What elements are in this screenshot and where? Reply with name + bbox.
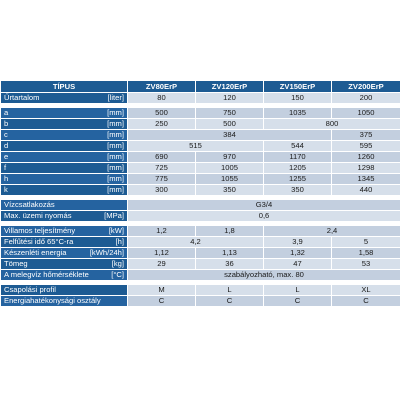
row-unit: [h]: [115, 237, 124, 246]
table-row: [1, 93, 400, 104]
table-row: [1, 174, 400, 185]
value-cell: 750: [196, 108, 264, 119]
row-label: h: [4, 174, 9, 183]
row-label-cell: [1, 130, 128, 141]
row-unit: [kg]: [111, 259, 124, 268]
row-unit: [mm]: [107, 152, 124, 161]
table-row: [1, 226, 400, 237]
table-row: [1, 270, 400, 281]
row-unit: [mm]: [107, 185, 124, 194]
value-cell: 150: [264, 93, 332, 104]
value-cell: 1345: [332, 174, 400, 185]
value-cell: 80: [128, 93, 196, 104]
value-cell: 1,12: [128, 248, 196, 259]
value-cell: 350: [264, 185, 332, 196]
row-unit: [122, 285, 124, 295]
row-label-cell: [1, 185, 128, 196]
value-cell: 47: [264, 259, 332, 270]
table-row: [1, 259, 400, 270]
row-unit: [mm]: [107, 174, 124, 183]
row-unit: [kWh/24h]: [89, 248, 124, 257]
row-label: Csapolási profil: [4, 285, 56, 294]
table-row: [1, 237, 400, 248]
value-cell: 1,13: [196, 248, 264, 259]
row-label-cell: [1, 163, 128, 174]
row-label-cell: [1, 152, 128, 163]
value-cell: 1,32: [264, 248, 332, 259]
value-cell: 4,2: [128, 237, 264, 248]
value-cell: 350: [196, 185, 264, 196]
value-cell: 775: [128, 174, 196, 185]
value-cell: 2,4: [264, 226, 400, 237]
row-label-cell: [1, 200, 128, 211]
value-cell: C: [264, 296, 332, 307]
value-cell: 120: [196, 93, 264, 104]
row-label-cell: [1, 108, 128, 119]
table-row: [1, 185, 400, 196]
row-unit: [mm]: [107, 108, 124, 117]
table-row: [1, 211, 400, 222]
value-cell: 36: [196, 259, 264, 270]
row-unit: [liter]: [107, 93, 124, 102]
row-unit: [mm]: [107, 163, 124, 172]
row-label: Űrtartalom: [4, 93, 40, 102]
value-cell: 1,2: [128, 226, 196, 237]
value-cell: 725: [128, 163, 196, 174]
row-unit: [mm]: [107, 130, 124, 139]
value-cell: 544: [264, 141, 332, 152]
table-row: [1, 296, 400, 307]
value-cell: 1,58: [332, 248, 400, 259]
model-header-4: ZV200ErP: [332, 81, 400, 93]
row-label: c: [4, 130, 8, 139]
row-label: Villamos teljesítmény: [4, 226, 76, 235]
value-cell: 1050: [332, 108, 400, 119]
value-cell: 5: [332, 237, 400, 248]
model-header-3: ZV150ErP: [264, 81, 332, 93]
value-cell: 970: [196, 152, 264, 163]
value-cell: 0,6: [128, 211, 400, 222]
value-cell: 250: [128, 119, 196, 130]
value-cell: 1,8: [196, 226, 264, 237]
row-label: Felfűtési idő 65°C-ra: [4, 237, 74, 246]
value-cell: 53: [332, 259, 400, 270]
row-label: a: [4, 108, 9, 117]
row-label-cell: [1, 226, 128, 237]
table-row: [1, 119, 400, 130]
value-cell: 515: [128, 141, 264, 152]
row-label: A melegvíz hőmérséklete: [4, 270, 89, 279]
row-label: Vízcsatlakozás: [4, 200, 55, 209]
header-row: [1, 81, 400, 93]
row-label-cell: [1, 296, 128, 307]
row-label-cell: [1, 285, 128, 296]
model-header-2: ZV120ErP: [196, 81, 264, 93]
table-row: [1, 130, 400, 141]
row-label: d: [4, 141, 9, 150]
row-label: Tömeg: [4, 259, 28, 268]
row-label: k: [4, 185, 8, 194]
row-label-cell: [1, 119, 128, 130]
value-cell: 1170: [264, 152, 332, 163]
value-cell: 440: [332, 185, 400, 196]
table-row: [1, 108, 400, 119]
row-label: b: [4, 119, 9, 128]
value-cell: 1035: [264, 108, 332, 119]
value-cell: 690: [128, 152, 196, 163]
row-unit: [°C]: [111, 270, 124, 279]
value-cell: C: [128, 296, 196, 307]
value-cell: 3,9: [264, 237, 332, 248]
row-label-cell: [1, 259, 128, 270]
row-label: Készenléti energia: [4, 248, 67, 257]
value-cell: 384: [128, 130, 332, 141]
table-row: [1, 163, 400, 174]
value-cell: 1260: [332, 152, 400, 163]
value-cell: 300: [128, 185, 196, 196]
spec-table: [0, 80, 400, 307]
row-unit: [MPa]: [104, 211, 124, 220]
type-header: TÍPUS: [1, 81, 128, 93]
value-cell: M: [128, 285, 196, 296]
row-unit: [122, 296, 124, 306]
row-label-cell: [1, 174, 128, 185]
row-unit: [122, 200, 124, 210]
value-cell: C: [196, 296, 264, 307]
value-cell: 500: [128, 108, 196, 119]
value-cell: 1055: [196, 174, 264, 185]
model-header-1: ZV80ErP: [128, 81, 196, 93]
row-label: e: [4, 152, 9, 161]
row-unit: [mm]: [107, 119, 124, 128]
value-cell: XL: [332, 285, 400, 296]
value-cell: L: [196, 285, 264, 296]
row-label-cell: [1, 141, 128, 152]
value-cell: L: [264, 285, 332, 296]
table-row: [1, 200, 400, 211]
row-label-cell: [1, 248, 128, 259]
value-cell: G3/4: [128, 200, 400, 211]
row-label-cell: [1, 270, 128, 281]
value-cell: 1205: [264, 163, 332, 174]
spec-body: [1, 93, 400, 307]
value-cell: 800: [264, 119, 400, 130]
row-label: Max. üzemi nyomás: [4, 211, 72, 220]
row-label: f: [4, 163, 7, 172]
table-row: [1, 285, 400, 296]
value-cell: 29: [128, 259, 196, 270]
value-cell: 200: [332, 93, 400, 104]
table-row: [1, 141, 400, 152]
value-cell: 375: [332, 130, 400, 141]
row-unit: [mm]: [107, 141, 124, 150]
row-label-cell: [1, 237, 128, 248]
value-cell: 1255: [264, 174, 332, 185]
value-cell: C: [332, 296, 400, 307]
value-cell: 500: [196, 119, 264, 130]
table-row: [1, 248, 400, 259]
value-cell: 595: [332, 141, 400, 152]
value-cell: szabályozható, max. 80: [128, 270, 400, 281]
row-label: Energiahatékonysági osztály: [4, 296, 101, 305]
table-row: [1, 152, 400, 163]
row-label-cell: [1, 211, 128, 222]
row-unit: [kW]: [108, 226, 124, 235]
value-cell: 1005: [196, 163, 264, 174]
row-label-cell: [1, 93, 128, 104]
value-cell: 1298: [332, 163, 400, 174]
